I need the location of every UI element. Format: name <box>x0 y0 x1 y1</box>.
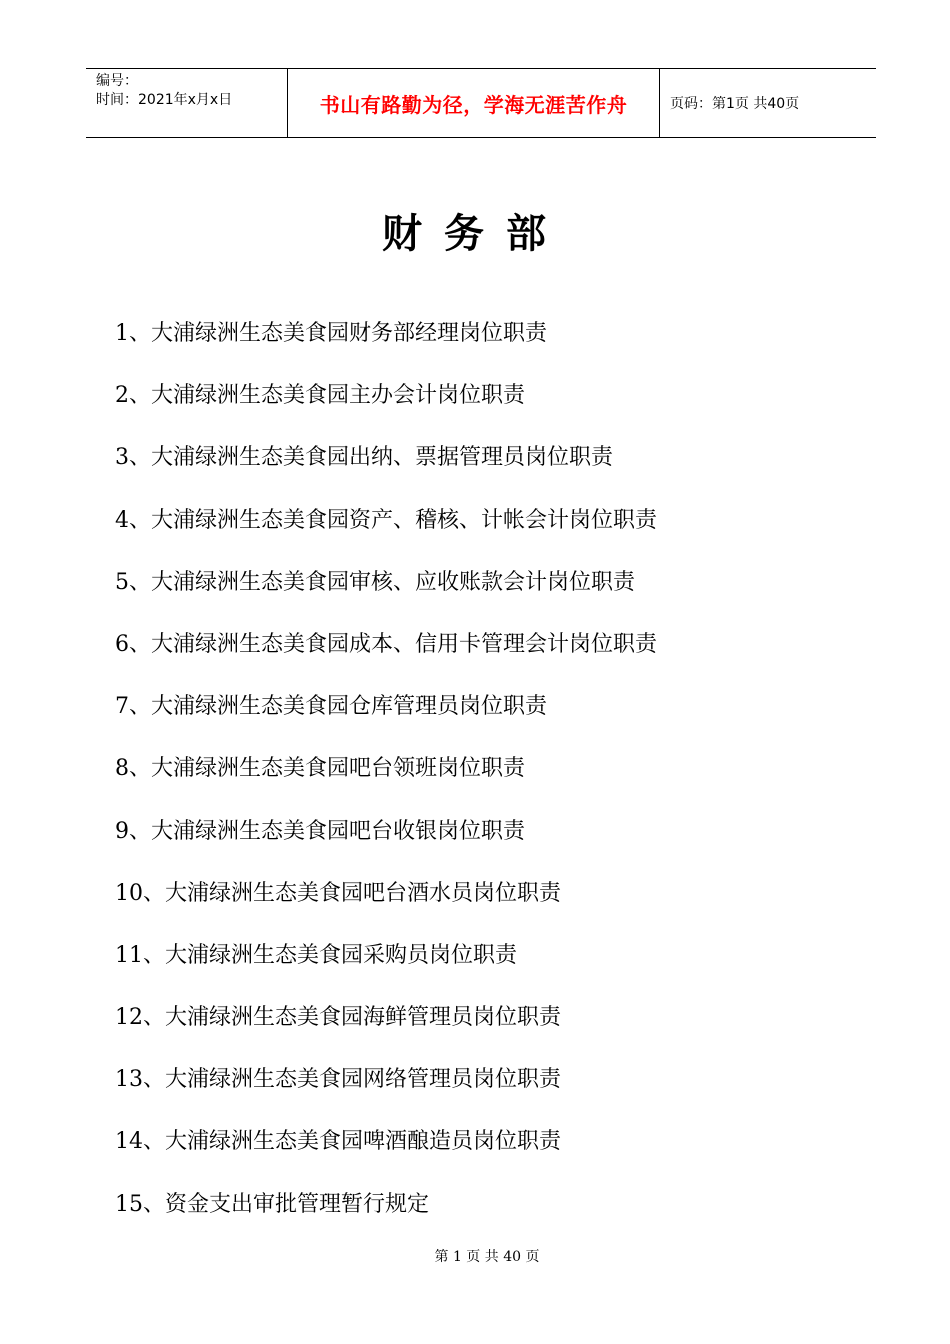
header-table <box>86 68 876 138</box>
toc-item: 3、大浦绿洲生态美食园出纳、票据管理员岗位职责 <box>115 445 613 471</box>
document-time-label: 时间：2021年x月x日 <box>96 92 233 108</box>
toc-item: 2、大浦绿洲生态美食园主办会计岗位职责 <box>115 383 525 409</box>
document-title: 财务部 <box>382 211 568 257</box>
header-page-cell <box>660 69 876 137</box>
toc-item: 7、大浦绿洲生态美食园仓库管理员岗位职责 <box>115 694 547 720</box>
page-code: 页码：第1页 共40页 <box>670 96 800 112</box>
toc-item: 13、大浦绿洲生态美食园网络管理员岗位职责 <box>115 1067 561 1093</box>
header-motto-cell <box>288 69 660 137</box>
toc-item: 11、大浦绿洲生态美食园采购员岗位职责 <box>115 942 517 968</box>
table-of-contents <box>115 316 657 1249</box>
toc-item: 8、大浦绿洲生态美食园吧台领班岗位职责 <box>115 756 525 782</box>
header-meta-cell <box>86 69 288 137</box>
toc-item: 10、大浦绿洲生态美食园吧台酒水员岗位职责 <box>115 880 561 906</box>
toc-item: 15、资金支出审批管理暂行规定 <box>115 1191 429 1217</box>
document-number-label: 编号： <box>96 73 138 89</box>
toc-item: 1、大浦绿洲生态美食园财务部经理岗位职责 <box>115 321 547 346</box>
toc-item: 6、大浦绿洲生态美食园成本、信用卡管理会计岗位职责 <box>115 631 657 657</box>
toc-item: 5、大浦绿洲生态美食园审核、应收账款会计岗位职责 <box>115 569 635 595</box>
toc-item: 14、大浦绿洲生态美食园啤酒酿造员岗位职责 <box>115 1129 561 1155</box>
motto-text: 书山有路勤为径，学海无涯苦作舟 <box>319 92 628 117</box>
page-footer: 第 1 页 共 40 页 <box>434 1249 540 1265</box>
toc-item: 9、大浦绿洲生态美食园吧台收银岗位职责 <box>115 818 525 844</box>
toc-item: 12、大浦绿洲生态美食园海鲜管理员岗位职责 <box>115 1005 561 1031</box>
toc-item: 4、大浦绿洲生态美食园资产、稽核、计帐会计岗位职责 <box>115 507 657 533</box>
